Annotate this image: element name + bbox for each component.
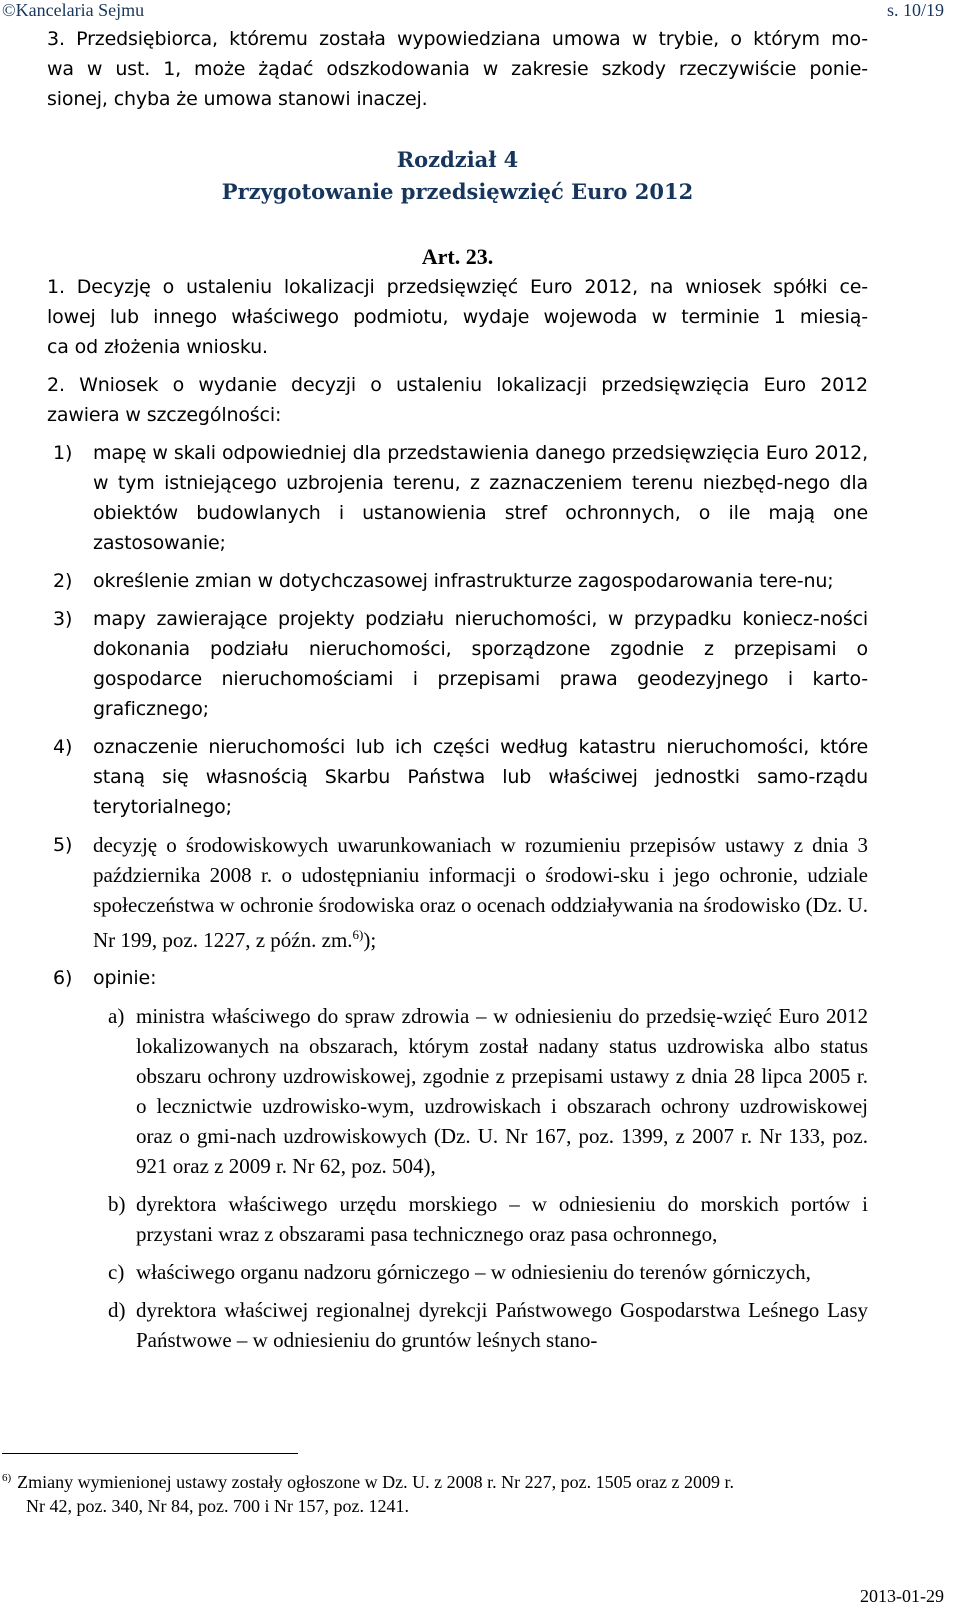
list-item-text: decyzję o środowiskowych uwarunkowaniach w rozumieniu przepisów ustawy z dnia 3 października 2008 r. o udostępnianiu informacji o środowi-sku i jego ochronie, udziale społeczeństwa w ochronie środowiska oraz o ocenach oddziaływania na środowisko (Dz. U. Nr 199, poz. 1227, z późn. zm.	[93, 833, 869, 952]
sub-list-item-letter: a)	[108, 1004, 125, 1028]
footnote-marker: 6)	[2, 1472, 12, 1484]
par2-line-2: zawiera w szczególności:	[47, 404, 282, 426]
footnote-line-1	[2, 1466, 862, 1494]
footnote-reference: 6)	[352, 927, 364, 942]
sub-list-item	[108, 1295, 868, 1355]
list-item-number: 1)	[53, 442, 73, 464]
list-item-number: 2)	[53, 570, 73, 592]
sub-list-item-text: właściwego organu nadzoru górniczego – w odniesieniu do terenów górniczych,	[136, 1260, 811, 1284]
list-item-text-tail: );	[363, 928, 377, 952]
sub-list-item-text: dyrektora właściwej regionalnej dyrekcji Państwowego Gospodarstwa Leśnego Lasy Państwowe – w odniesieniu do gruntów leśnych stano-	[136, 1298, 868, 1352]
list-item-text: oznaczenie nieruchomości lub ich części według katastru nieruchomości, które staną się własnością Skarbu Państwa lub właściwej jednostki samo-rządu terytorialnego;	[93, 736, 868, 818]
list-item-text: mapy zawierające projekty podziału nieruchomości, w przypadku koniecz-ności dokonania podziału nieruchomości, sporządzone zgodnie z przepisami o gospodarce nieruchomościami i przepisami prawa geodezyjnego i karto-graficznego;	[93, 608, 868, 720]
sub-list-item-letter: d)	[108, 1298, 126, 1322]
list-item-number: 5)	[53, 834, 73, 856]
document-body	[47, 24, 868, 1355]
sub-list-item-text: dyrektora właściwego urzędu morskiego – w odniesieniu do morskich portów i przystani wraz z obszarami pasa technicznego oraz pasa ochronnego,	[136, 1192, 868, 1246]
list-item	[53, 963, 868, 993]
list-item-number: 6)	[53, 967, 73, 989]
header-page-number: s. 10/19	[886, 0, 944, 20]
list-item-text-wrapper	[93, 830, 868, 955]
par1-line-1: 1. Decyzję o ustaleniu lokalizacji przedsięwzięć Euro 2012, na wniosek spółki ce-	[47, 276, 868, 298]
intro-line-2: wa w ust. 1, może żądać odszkodowania w zakresie szkody rzeczywiście ponie-	[47, 58, 868, 80]
intro-line-1: 3. Przedsiębiorca, któremu została wypowiedziana umowa w trybie, o którym mo-	[47, 28, 868, 50]
list-item	[53, 604, 868, 724]
list-item	[53, 566, 868, 596]
list-item-number: 4)	[53, 736, 73, 758]
list-item	[53, 830, 868, 955]
list-item-number: 3)	[53, 608, 73, 630]
footnote	[2, 1466, 862, 1518]
par1-line-2: lowej lub innego właściwego podmiotu, wydaje wojewoda w terminie 1 miesią-	[47, 306, 868, 328]
sub-list-item	[108, 1189, 868, 1249]
par1-line-3: ca od złożenia wniosku.	[47, 336, 268, 358]
chapter-title: Przygotowanie przedsięwzięć Euro 2012	[221, 179, 694, 204]
list-item	[53, 732, 868, 822]
sub-list-item-letter: b)	[108, 1192, 126, 1216]
header-source: ©Kancelaria Sejmu	[2, 0, 145, 20]
sub-list-item	[108, 1257, 868, 1287]
footnote-text-2: Nr 42, poz. 340, Nr 84, poz. 700 i Nr 157, poz. 1241.	[26, 1496, 409, 1516]
list-item-text: określenie zmian w dotychczasowej infrastrukturze zagospodarowania tere-nu;	[93, 570, 834, 592]
footnote-text-1: Zmiany wymienionej ustawy zostały ogłoszone w Dz. U. z 2008 r. Nr 227, poz. 1505 oraz z 2009 r.	[17, 1472, 735, 1492]
sub-list-item	[108, 1001, 868, 1181]
footnote-separator	[2, 1453, 298, 1454]
article-label: Art. 23.	[421, 244, 494, 269]
list-item-text: opinie:	[93, 967, 157, 989]
sub-list-item-letter: c)	[108, 1260, 125, 1284]
list-item	[53, 438, 868, 558]
intro-line-3: sionej, chyba że umowa stanowi inaczej.	[47, 88, 428, 110]
par2-line-1: 2. Wniosek o wydanie decyzji o ustaleniu lokalizacji przedsięwzięcia Euro 2012	[47, 374, 868, 396]
list-item-text: mapę w skali odpowiedniej dla przedstawienia danego przedsięwzięcia Euro 2012, w tym istniejącego uzbrojenia terenu, z zaznaczeniem terenu niezbęd-nego dla obiektów budowlanych i ustanowienia stref ochronnych, o ile mają one zastosowanie;	[93, 442, 868, 554]
footer-date: 2013-01-29	[860, 1586, 944, 1606]
chapter-number: Rozdział 4	[396, 147, 519, 172]
sub-list-item-text: ministra właściwego do spraw zdrowia – w odniesieniu do przedsię-wzięć Euro 2012 lokalizowanych na obszarach, którym został nadany status uzdrowiska albo status obszaru ochrony uzdrowiskowej, zgodnie z przepisami ustawy z dnia 28 lipca 2005 r. o lecznictwie uzdrowisko-wym, uzdrowiskach i obszarach ochrony uzdrowiskowej oraz o gmi-nach uzdrowiskowych (Dz. U. Nr 167, poz. 1399, z 2007 r. Nr 133, poz. 921 oraz z 2009 r. Nr 62, poz. 504),	[136, 1004, 868, 1178]
